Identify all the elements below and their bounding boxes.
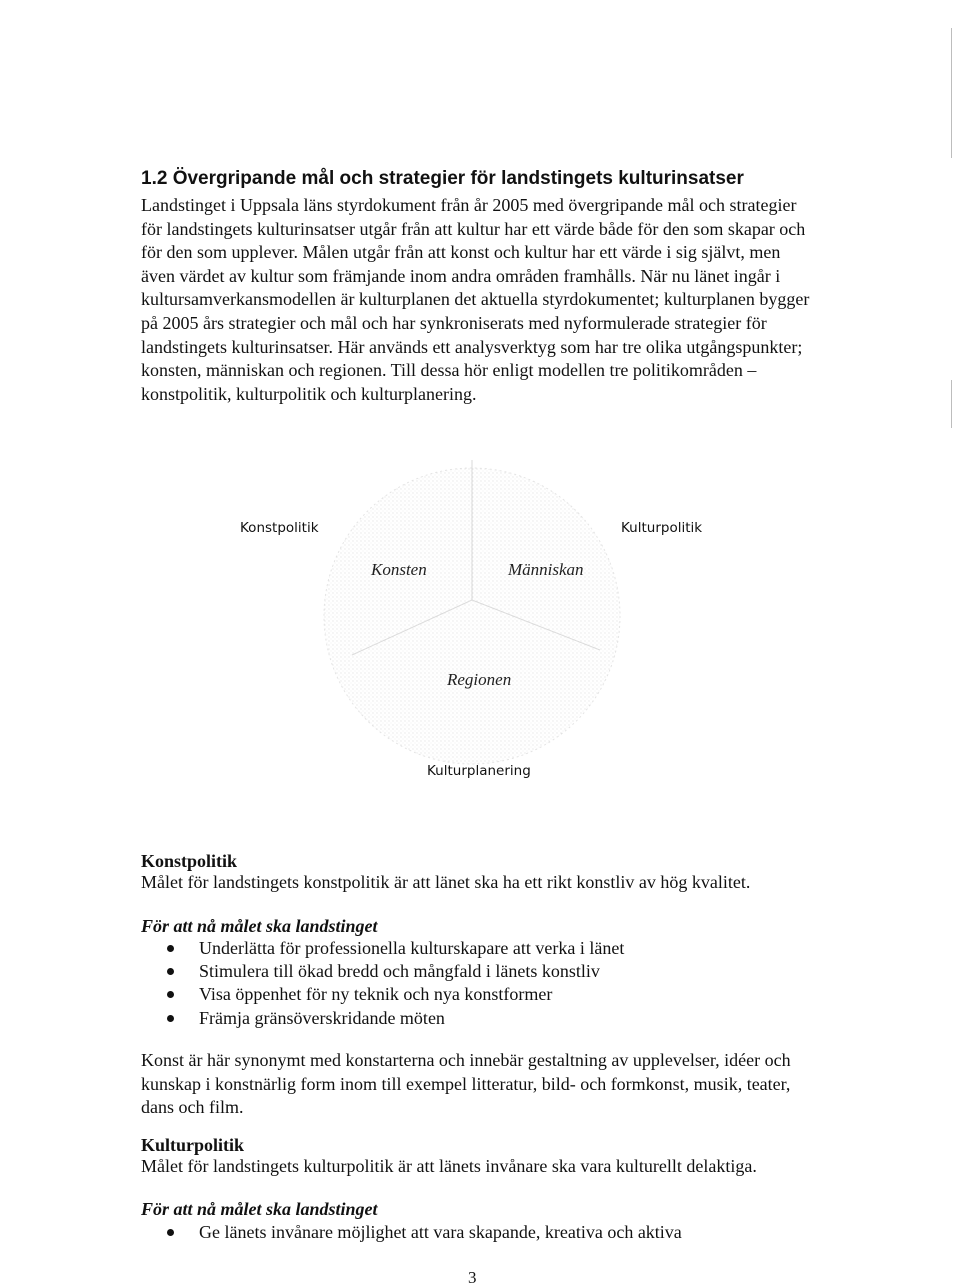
list-item [165,983,624,1006]
bullet-icon [167,945,174,952]
scan-edge-line [951,380,952,428]
scan-edge-line [951,28,952,158]
konstpolitik-bullet-list [165,937,624,1030]
page-number: 3 [468,1268,477,1287]
bullet-icon [167,1015,174,1022]
kulturpolitik-title: Kulturpolitik [141,1135,245,1155]
label-kulturplanering: Kulturplanering [427,763,531,779]
list-item-text: Visa öppenhet för ny teknik och nya konstformer [199,984,553,1005]
list-item-text: Främja gränsöverskridande möten [199,1007,445,1028]
konst-definition-paragraph: Konst är här synonymt med konstarterna och innebär gestaltning av upplevelser, idéer och kunskap i konstnärlig form inom till exempel litteratur, bild- och formkonst, musik, teater, dans och film. [141,1050,791,1117]
list-item [165,937,624,960]
list-item [165,960,624,983]
kulturpolitik-subtitle: För att nå målet ska landstinget [141,1199,378,1219]
bullet-icon [167,968,174,975]
list-item [165,1221,682,1244]
konstpolitik-goal: Målet för landstingets konstpolitik är att länet ska ha ett rikt konstliv av hög kvalitet. [141,872,751,892]
list-item [165,1007,624,1030]
kulturpolitik-bullet-list [165,1221,682,1244]
diagram-graphic [0,440,960,800]
section-heading: 1.2 Övergripande mål och strategier för landstingets kulturinsatser [141,168,744,189]
label-konsten: Konsten [371,560,427,579]
label-kulturpolitik: Kulturpolitik [621,520,703,536]
bullet-icon [167,1229,174,1236]
label-regionen: Regionen [447,670,512,689]
bullet-icon [167,991,174,998]
list-item-text: Stimulera till ökad bredd och mångfald i länets konstliv [199,961,600,982]
konstpolitik-title: Konstpolitik [141,851,238,871]
list-item-text: Ge länets invånare möjlighet att vara skapande, kreativa och aktiva [199,1222,682,1242]
label-konstpolitik: Konstpolitik [240,520,319,536]
kulturpolitik-goal: Målet för landstingets kulturpolitik är att länets invånare ska vara kulturellt delaktiga. [141,1156,757,1176]
analysis-model-diagram [0,440,960,800]
intro-paragraph: Landstinget i Uppsala läns styrdokument från år 2005 med övergripande mål och strategier för landstingets kulturinsatser utgår från att kultur har ett värde både för den som skapar och för den som upplever. Målen utgår från att konst och kultur har ett värde i sig självt, men även värdet av kultur som främjande inom andra områden framhålls. När nu länet ingår i kultursamverkansmodellen är kulturplanen det aktuella styrdokumentet; kulturplanen bygger på 2005 års strategier och mål och har synkroniserats med nyformulerade strategier för landstingets kulturinsatser. Här används ett analysverktyg som har tre olika utgångspunkter; konsten, människan och regionen. Till dessa hör enligt modellen tre politikområden – konstpolitik, kulturpolitik och kulturplanering. [141,195,810,404]
list-item-text: Underlätta för professionella kulturskapare att verka i länet [199,938,625,958]
konstpolitik-subtitle: För att nå målet ska landstinget [141,916,378,936]
label-manniskan: Människan [508,560,584,579]
